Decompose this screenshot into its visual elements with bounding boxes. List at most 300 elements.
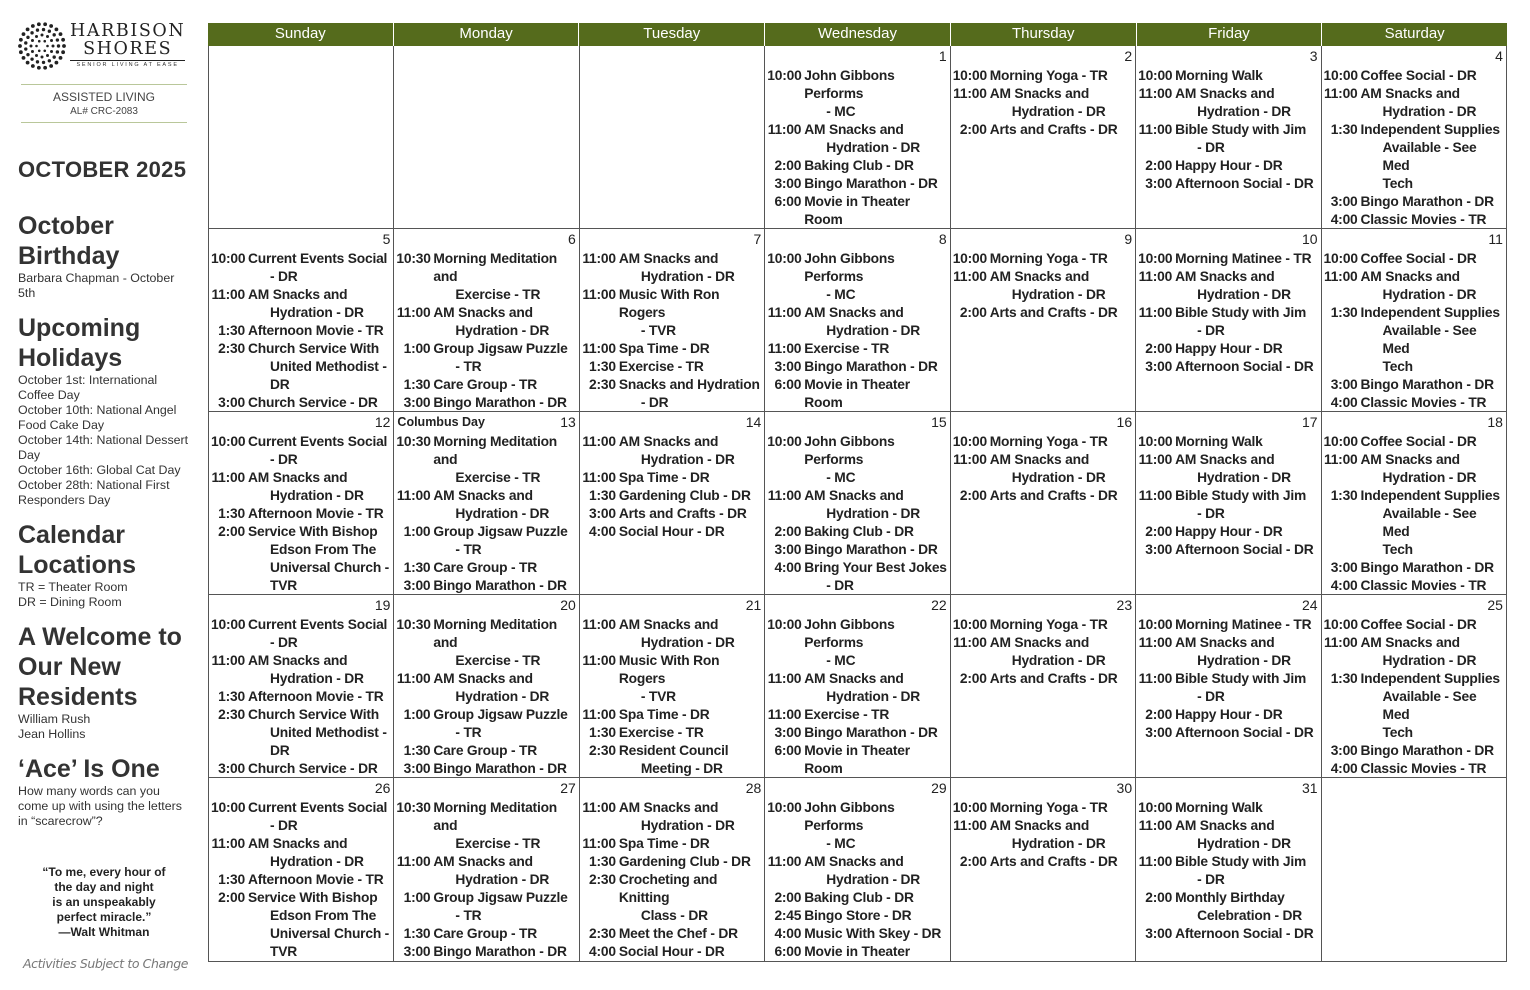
day-number: 11	[1488, 231, 1503, 247]
event-time: 2:00	[1145, 707, 1173, 722]
event-list	[582, 250, 762, 411]
event-item	[396, 250, 576, 304]
event-name	[433, 394, 576, 411]
event-time: 4:00	[589, 944, 616, 959]
day-cell	[951, 778, 1136, 961]
event-item	[953, 634, 1133, 670]
event-name	[804, 340, 947, 358]
event-item	[396, 742, 576, 760]
calendar-weeks	[208, 46, 1507, 962]
event-time: 4:00	[1330, 761, 1358, 776]
event-list	[211, 250, 391, 411]
event-time: 10:00	[952, 800, 987, 815]
event-name-line: AM Snacks and	[989, 635, 1090, 650]
quote-line: “To me, every hour of	[42, 865, 166, 879]
event-name-line: - TVR	[640, 323, 676, 338]
event-name	[804, 250, 947, 304]
event-item	[767, 67, 947, 121]
event-name-line: Class - DR	[640, 908, 708, 923]
event-item	[582, 376, 762, 411]
event-name	[248, 652, 391, 688]
event-name-line: Spa Time - DR	[618, 470, 710, 485]
event-name	[804, 925, 947, 943]
section-heading: A Welcome to Our New Residents	[18, 623, 182, 711]
event-item	[953, 67, 1133, 85]
event-name-line: - DR	[270, 818, 298, 833]
event-name-line: Gardening Club - DR	[618, 488, 751, 503]
event-name-line: Edson From The	[270, 542, 377, 557]
event-name-line: Bingo Marathon - DR	[1360, 560, 1494, 575]
event-item	[582, 433, 762, 469]
event-name-line: Group Jigsaw Puzzle	[433, 341, 568, 356]
event-item	[953, 616, 1133, 634]
event-name	[433, 616, 576, 670]
event-name-line: Morning Meditation and	[433, 800, 558, 833]
event-name	[1175, 250, 1318, 268]
day-number: 22	[931, 597, 947, 613]
section-line: How many words can you come up with using the letters in “scarecrow”?	[18, 784, 182, 828]
event-item	[1324, 268, 1504, 304]
event-item	[1324, 487, 1504, 559]
event-item	[396, 304, 576, 340]
event-name-line: Morning Walk	[1175, 434, 1263, 449]
event-name-line: John Gibbons Performs	[804, 434, 895, 467]
event-name	[804, 157, 947, 175]
event-time: 1:30	[1330, 488, 1358, 503]
event-name-line: Hydration - DR	[1011, 653, 1106, 668]
event-name-line: Tech	[1382, 725, 1413, 740]
event-item	[582, 286, 762, 340]
event-name-line: Hydration - DR	[826, 689, 921, 704]
event-time: 3:00	[589, 506, 616, 521]
event-name	[248, 433, 391, 469]
event-time: 2:00	[1145, 890, 1173, 905]
holiday-label: Columbus Day	[397, 415, 485, 429]
event-list	[767, 616, 947, 777]
event-time: 10:00	[1138, 251, 1173, 266]
event-name-line: Morning Yoga - TR	[989, 617, 1108, 632]
event-name-line: Arts and Crafts - DR	[989, 305, 1118, 320]
event-name	[1175, 706, 1318, 724]
event-item	[396, 925, 576, 943]
event-name	[1175, 541, 1318, 559]
event-time: 11:00	[582, 707, 616, 722]
event-time: 11:00	[767, 854, 802, 869]
disclaimer: Activities Subject to Change	[23, 956, 189, 971]
event-list	[953, 250, 1133, 322]
event-name-line: AM Snacks and	[248, 287, 348, 302]
event-name-line: United Methodist - DR	[270, 359, 387, 392]
event-item	[1138, 616, 1318, 634]
event-time: 11:00	[953, 818, 987, 833]
event-name-line: Baking Club - DR	[804, 890, 914, 905]
event-name-line: Universal Church - TVR	[270, 560, 390, 593]
event-name-line: Afternoon Movie - TR	[248, 323, 384, 338]
event-time: 4:00	[1330, 578, 1358, 593]
event-list	[1324, 67, 1504, 228]
event-name-line: - MC	[826, 104, 856, 119]
day-number: 23	[1116, 597, 1133, 613]
quote-line: perfect miracle.”	[56, 910, 152, 924]
event-name-line: Hydration - DR	[1197, 470, 1291, 485]
event-name-line: - TVR	[640, 689, 676, 704]
event-name-line: Hydration - DR	[270, 305, 364, 320]
event-time: 11:00	[953, 269, 987, 284]
day-cell	[765, 46, 950, 228]
event-name-line: - TR	[455, 542, 482, 557]
event-name-line: Arts and Crafts - DR	[989, 122, 1118, 137]
event-item	[1138, 487, 1318, 523]
section-line: Barbara Chapman - October 5th	[18, 271, 175, 300]
event-item	[1138, 304, 1318, 340]
event-name-line: Current Events Social	[248, 251, 388, 266]
event-time: 3:00	[218, 761, 245, 776]
day-number: 5	[382, 231, 391, 247]
event-name	[990, 250, 1133, 268]
sidebar	[18, 20, 192, 980]
event-name-line: Afternoon Movie - TR	[248, 872, 384, 887]
event-name-line: AM Snacks and	[1360, 452, 1460, 467]
event-time: 10:00	[952, 434, 987, 449]
event-name	[248, 469, 391, 505]
event-name-line: Group Jigsaw Puzzle	[433, 707, 568, 722]
event-name-line: Bible Study with Jim	[1175, 488, 1307, 503]
event-name-line: Morning Yoga - TR	[989, 68, 1108, 83]
event-name-line: Hydration - DR	[640, 635, 735, 650]
day-number: 31	[1301, 780, 1318, 796]
event-item	[1324, 742, 1504, 760]
event-item	[953, 451, 1133, 487]
event-name	[804, 523, 947, 541]
day-cell	[394, 46, 579, 228]
event-item	[396, 943, 576, 961]
day-number: 29	[931, 780, 947, 796]
event-time: 10:00	[211, 434, 246, 449]
day-cell	[394, 412, 579, 594]
day-number: 13	[560, 414, 576, 430]
event-name-line: Group Jigsaw Puzzle	[433, 890, 568, 905]
event-item	[396, 577, 576, 594]
event-time: 11:00	[1324, 635, 1358, 650]
event-time: 2:00	[218, 890, 245, 905]
facility-type: ASSISTED LIVING	[52, 90, 156, 104]
event-item	[211, 889, 391, 961]
event-name	[804, 487, 947, 523]
event-name-line: Bingo Marathon - DR	[1360, 194, 1494, 209]
event-name-line: Classic Movies - TR	[1360, 212, 1487, 227]
event-name-line: Hydration - DR	[1197, 104, 1291, 119]
event-item	[582, 706, 762, 724]
event-time: 2:00	[1145, 158, 1173, 173]
day-cell	[1322, 46, 1507, 228]
day-number: 19	[374, 597, 391, 613]
event-item	[582, 835, 762, 853]
event-name-line: - DR	[270, 269, 298, 284]
event-time: 10:00	[767, 800, 802, 815]
day-cell	[209, 778, 394, 961]
day-number: 26	[374, 780, 391, 796]
day-number: 12	[374, 414, 391, 430]
event-name-line: AM Snacks and	[804, 488, 904, 503]
event-name-line: Hydration - DR	[455, 872, 550, 887]
event-time: 11:00	[1138, 854, 1173, 869]
event-name	[990, 433, 1133, 451]
event-item	[1138, 358, 1318, 376]
event-item	[1138, 853, 1318, 889]
event-name-line: Independent Supplies	[1360, 305, 1500, 320]
event-item	[953, 670, 1133, 688]
event-time: 11:00	[1138, 488, 1173, 503]
event-name-line: AM Snacks and	[618, 251, 719, 266]
event-time: 3:00	[1330, 194, 1358, 209]
event-name	[804, 67, 947, 121]
day-cell	[209, 229, 394, 411]
event-name	[804, 304, 947, 340]
event-time: 11:00	[767, 671, 802, 686]
event-name-line: Coffee Social - DR	[1360, 68, 1477, 83]
event-item	[767, 433, 947, 487]
event-time: 1:30	[403, 926, 431, 941]
weekday-thursday: Thursday	[951, 23, 1137, 46]
event-name-line: Bible Study with Jim	[1175, 671, 1307, 686]
logo-name-line-1: HARBISON	[70, 21, 186, 42]
event-name-line: Music With Skey - DR	[804, 926, 942, 941]
event-name-line: Group Jigsaw Puzzle	[433, 524, 568, 539]
event-item	[211, 835, 391, 871]
event-name	[990, 817, 1133, 853]
event-time: 6:00	[774, 944, 802, 959]
event-name-line: Exercise - TR	[455, 836, 541, 851]
event-time: 11:00	[582, 836, 616, 851]
event-name	[804, 358, 947, 376]
event-name-line: Hydration - DR	[640, 452, 735, 467]
event-name-line: Bible Study with Jim	[1175, 122, 1307, 137]
event-time: 1:30	[403, 560, 431, 575]
event-list	[582, 433, 762, 541]
event-item	[582, 943, 762, 961]
event-time: 11:00	[1138, 818, 1173, 833]
event-time: 11:00	[396, 305, 431, 320]
day-cell	[209, 412, 394, 594]
day-cell	[1136, 229, 1321, 411]
event-time: 11:00	[582, 341, 616, 356]
event-item	[582, 487, 762, 505]
event-name-line: Baking Club - DR	[804, 158, 914, 173]
event-list	[1138, 616, 1318, 742]
event-time: 11:00	[582, 287, 616, 302]
event-name-line: Bingo Marathon - DR	[433, 395, 567, 410]
week-row	[209, 595, 1507, 778]
event-name-line: Hydration - DR	[640, 269, 735, 284]
event-name	[433, 853, 576, 889]
event-name-line: Afternoon Social - DR	[1175, 176, 1314, 191]
event-time: 11:00	[582, 434, 616, 449]
event-time: 11:00	[1138, 635, 1173, 650]
event-name	[804, 799, 947, 853]
event-item	[211, 394, 391, 411]
day-number: 24	[1301, 597, 1318, 613]
event-name-line: - DR	[270, 635, 298, 650]
event-name-line: Movie in Theater Room	[804, 377, 910, 410]
event-list	[211, 433, 391, 594]
day-number: 21	[745, 597, 762, 613]
section-line: Jean Hollins	[18, 727, 86, 741]
event-name-line: - DR	[270, 452, 298, 467]
event-name	[1175, 268, 1318, 304]
event-time: 2:30	[589, 872, 616, 887]
event-time: 1:30	[218, 689, 245, 704]
day-cell	[951, 229, 1136, 411]
event-name	[1361, 268, 1504, 304]
event-name-line: Hydration - DR	[1197, 287, 1291, 302]
event-item	[767, 304, 947, 340]
event-name-line: Classic Movies - TR	[1360, 761, 1487, 776]
event-name	[1175, 853, 1318, 889]
event-item	[767, 121, 947, 157]
event-name-line: Hydration - DR	[455, 323, 550, 338]
month-title: OCTOBER 2025	[18, 157, 187, 182]
event-name	[1361, 433, 1504, 451]
event-time: 1:30	[403, 743, 431, 758]
event-time: 11:00	[582, 251, 616, 266]
week-row	[209, 229, 1507, 412]
event-name	[1361, 250, 1504, 268]
event-name-line: Hydration - DR	[826, 140, 921, 155]
event-item	[396, 487, 576, 523]
quote-line: —Walt Whitman	[58, 925, 150, 939]
event-name-line: Spa Time - DR	[618, 707, 710, 722]
event-item	[396, 523, 576, 559]
event-name-line: - DR	[1197, 323, 1225, 338]
event-name	[804, 376, 947, 411]
day-cell	[580, 412, 765, 594]
event-name-line: Movie in Theater	[804, 944, 910, 959]
section-heading: Calendar Locations	[18, 521, 137, 579]
event-name-line: Morning Yoga - TR	[989, 800, 1108, 815]
event-name-line: Coffee Social - DR	[1360, 617, 1477, 632]
event-name-line: Bingo Marathon - DR	[804, 359, 938, 374]
event-time: 11:00	[767, 488, 802, 503]
event-item	[1324, 670, 1504, 742]
event-name-line: Meet the Chef - DR	[618, 926, 738, 941]
event-item	[396, 760, 576, 777]
event-name	[804, 175, 947, 193]
event-time: 10:00	[952, 617, 987, 632]
event-name-line: Snacks and Hydration	[618, 377, 760, 392]
event-name-line: AM Snacks and	[1175, 818, 1275, 833]
event-name	[433, 706, 576, 742]
dotted-circle-logo-icon	[18, 22, 66, 70]
event-name	[619, 616, 762, 652]
event-item	[211, 469, 391, 505]
event-name-line: - DR	[1197, 506, 1225, 521]
event-name	[619, 706, 762, 724]
event-item	[396, 376, 576, 394]
event-name-line: Coffee Social - DR	[1360, 434, 1477, 449]
facility-license: AL# CRC-2083	[70, 106, 138, 117]
section-line: October 28th: National First Responders Day	[18, 478, 170, 507]
event-name-line: Available - See Med	[1382, 323, 1477, 356]
event-name-line: Spa Time - DR	[618, 836, 710, 851]
event-name-line: Hydration - DR	[1382, 287, 1477, 302]
event-name-line: Tech	[1382, 359, 1413, 374]
event-name-line: - TR	[455, 725, 482, 740]
section-line: October 10th: National Angel Food Cake Day	[18, 403, 177, 432]
week-row	[209, 412, 1507, 595]
event-name	[248, 871, 391, 889]
event-name	[1175, 157, 1318, 175]
facility-info	[21, 84, 187, 123]
event-time: 4:00	[589, 524, 616, 539]
day-cell	[765, 229, 950, 411]
event-item	[767, 799, 947, 853]
event-item	[1324, 394, 1504, 411]
event-item	[582, 616, 762, 652]
day-cell	[951, 595, 1136, 777]
event-item	[767, 616, 947, 670]
event-name	[1175, 616, 1318, 634]
event-name	[990, 799, 1133, 817]
event-time: 2:30	[218, 341, 245, 356]
event-time: 11:00	[1324, 452, 1358, 467]
event-item	[1138, 634, 1318, 670]
event-item	[396, 559, 576, 577]
event-time: 1:30	[218, 872, 245, 887]
event-name-line: AM Snacks and	[804, 122, 904, 137]
event-time: 1:00	[403, 890, 431, 905]
event-name	[804, 724, 947, 742]
event-item	[396, 340, 576, 376]
event-item	[396, 433, 576, 487]
event-name	[619, 487, 762, 505]
event-name-line: - MC	[826, 653, 856, 668]
event-name-line: Hydration - DR	[1011, 287, 1106, 302]
event-name-line: Music With Ron Rogers	[618, 653, 720, 686]
event-name-line: Exercise - TR	[455, 287, 541, 302]
event-name	[619, 853, 762, 871]
event-list	[953, 67, 1133, 139]
event-item	[396, 853, 576, 889]
event-item	[1138, 889, 1318, 925]
event-time: 1:30	[1330, 671, 1358, 686]
event-name-line: AM Snacks and	[989, 452, 1090, 467]
event-item	[1324, 193, 1504, 211]
event-name-line: - DR	[1197, 140, 1225, 155]
event-item	[767, 853, 947, 889]
event-list	[396, 433, 576, 594]
event-item	[396, 616, 576, 670]
event-name	[1361, 670, 1504, 742]
event-name-line: Arts and Crafts - DR	[989, 671, 1118, 686]
event-name-line: AM Snacks and	[433, 488, 533, 503]
event-name-line: AM Snacks and	[1175, 269, 1275, 284]
day-cell	[1136, 46, 1321, 228]
event-name-line: Bring Your Best Jokes	[804, 560, 947, 575]
event-item	[1138, 67, 1318, 85]
day-number: 25	[1487, 597, 1503, 613]
event-list	[767, 433, 947, 594]
event-name	[248, 760, 391, 777]
event-time: 10:00	[767, 251, 802, 266]
event-time: 2:30	[589, 377, 616, 392]
event-name-line: Morning Matinee - TR	[1175, 251, 1312, 266]
event-time: 3:00	[774, 725, 802, 740]
event-name	[619, 523, 762, 541]
event-list	[953, 433, 1133, 505]
day-cell	[1322, 595, 1507, 777]
event-name-line: Meeting - DR	[640, 761, 723, 776]
day-number: 1	[938, 48, 947, 64]
